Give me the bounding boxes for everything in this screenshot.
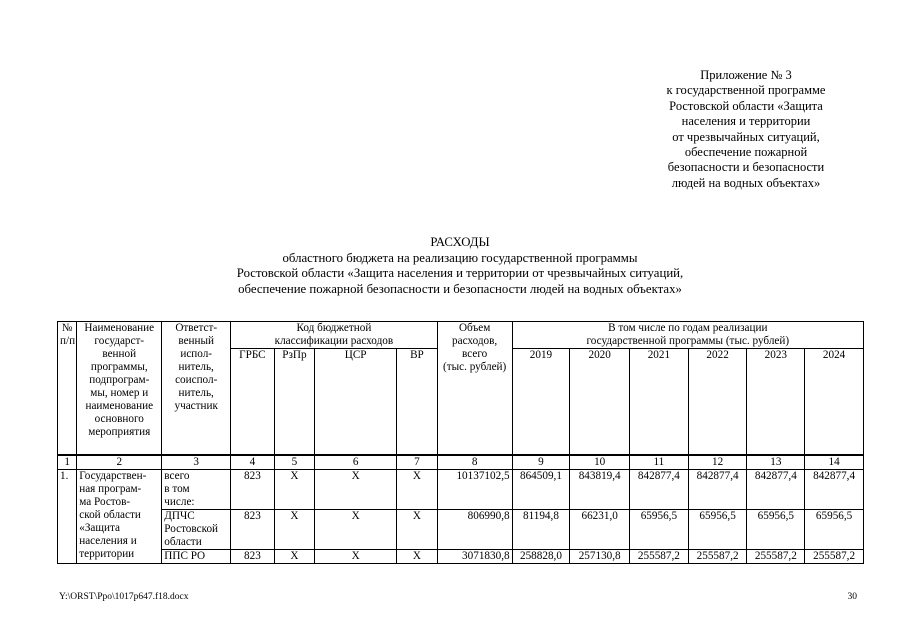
grbs-cell: 823 [231, 549, 275, 563]
rzpr-cell: Х [274, 469, 315, 509]
column-number: 14 [805, 455, 864, 470]
table-row [58, 509, 864, 549]
column-number: 11 [630, 455, 689, 470]
vr-cell: Х [397, 549, 438, 563]
year-cell: 842877,4 [805, 469, 864, 509]
year-cell: 842877,4 [747, 469, 805, 509]
header-year: 2020 [570, 349, 630, 455]
total-cell: 10137102,5 [437, 469, 512, 509]
year-cell: 258828,0 [512, 549, 570, 563]
title-line: областного бюджета на реализацию государственной программы [282, 250, 638, 265]
year-cell: 255587,2 [747, 549, 805, 563]
column-number: 9 [512, 455, 570, 470]
appendix-note [596, 68, 896, 191]
column-number: 1 [58, 455, 77, 470]
header-grbs: ГРБС [231, 349, 275, 455]
total-cell: 3071830,8 [437, 549, 512, 563]
column-number: 4 [231, 455, 275, 470]
header-rzpr: РзПр [274, 349, 315, 455]
appendix-line: Приложение № 3 [700, 68, 792, 82]
year-cell: 65956,5 [805, 509, 864, 549]
csr-cell: Х [315, 469, 397, 509]
column-number: 6 [315, 455, 397, 470]
vr-cell: Х [397, 509, 438, 549]
year-cell: 255587,2 [630, 549, 689, 563]
grbs-cell: 823 [231, 509, 275, 549]
column-number: 3 [162, 455, 231, 470]
rzpr-cell: Х [274, 549, 315, 563]
year-cell: 65956,5 [630, 509, 689, 549]
appendix-line: обеспечение пожарной [684, 145, 808, 160]
year-cell: 65956,5 [747, 509, 805, 549]
header-kbk: Код бюджетной классификации расходов [231, 322, 438, 349]
program-name: Государствен- ная програм- ма Ростов- ской области «Защита населения и территории [77, 469, 162, 563]
appendix-line: к государственной программе [666, 83, 826, 98]
year-cell: 843819,4 [570, 469, 630, 509]
header-responsible: Ответст- венный испол- нитель, соиспол- нитель, участник [162, 322, 231, 455]
year-cell: 842877,4 [630, 469, 689, 509]
csr-cell: Х [315, 549, 397, 563]
total-cell: 806990,8 [437, 509, 512, 549]
year-cell: 255587,2 [688, 549, 747, 563]
row-number: 1. [58, 469, 77, 563]
appendix-line: людей на водных объектах» [671, 175, 821, 190]
vr-cell: Х [397, 469, 438, 509]
year-cell: 842877,4 [688, 469, 747, 509]
year-cell: 81194,8 [512, 509, 570, 549]
responsible: ДПЧС Ростовской области [162, 509, 231, 549]
column-number: 5 [274, 455, 315, 470]
title-heading: РАСХОДЫ [430, 235, 490, 249]
responsible: всего в том числе: [162, 469, 231, 509]
column-number: 10 [570, 455, 630, 470]
header-program-name: Наименование государст- венной программы, подпрограм- мы, номер и наименование основного мероприятия [77, 322, 162, 455]
column-number: 2 [77, 455, 162, 470]
expenses-table [57, 321, 864, 564]
table-row [58, 549, 864, 563]
year-cell: 66231,0 [570, 509, 630, 549]
year-cell: 257130,8 [570, 549, 630, 563]
column-number-row [58, 455, 864, 470]
column-number: 13 [747, 455, 805, 470]
header-vr: ВР [397, 349, 438, 455]
header-year: 2021 [630, 349, 689, 455]
column-number: 8 [437, 455, 512, 470]
csr-cell: Х [315, 509, 397, 549]
header-row [58, 322, 864, 349]
rzpr-cell: Х [274, 509, 315, 549]
header-year: 2023 [747, 349, 805, 455]
header-number: № п/п [58, 322, 77, 455]
header-year: 2019 [512, 349, 570, 455]
column-number: 7 [397, 455, 438, 470]
table-row [58, 469, 864, 509]
year-cell: 255587,2 [805, 549, 864, 563]
header-years-group: В том числе по годам реализации государственной программы (тыс. рублей) [512, 322, 863, 349]
appendix-line: населения и территории [681, 114, 811, 129]
appendix-line: Ростовской области «Защита [669, 98, 823, 113]
column-number: 12 [688, 455, 747, 470]
appendix-line: безопасности и безопасности [667, 160, 825, 175]
year-cell: 864509,1 [512, 469, 570, 509]
footer-file-path: Y:\ORST\Ppo\1017p647.f18.docx [59, 592, 189, 602]
grbs-cell: 823 [231, 469, 275, 509]
footer-page-number: 30 [847, 592, 857, 602]
title-line: обеспечение пожарной безопасности и безопасности людей на водных объектах» [238, 281, 682, 296]
year-cell: 65956,5 [688, 509, 747, 549]
header-year: 2022 [688, 349, 747, 455]
responsible: ППС РО [162, 549, 231, 563]
header-year: 2024 [805, 349, 864, 455]
document-title [0, 235, 905, 297]
header-volume: Объем расходов, всего (тыс. рублей) [437, 322, 512, 455]
appendix-line: от чрезвычайных ситуаций, [672, 129, 820, 144]
title-line: Ростовской области «Защита населения и территории от чрезвычайных ситуаций, [236, 266, 684, 280]
header-csr: ЦСР [315, 349, 397, 455]
